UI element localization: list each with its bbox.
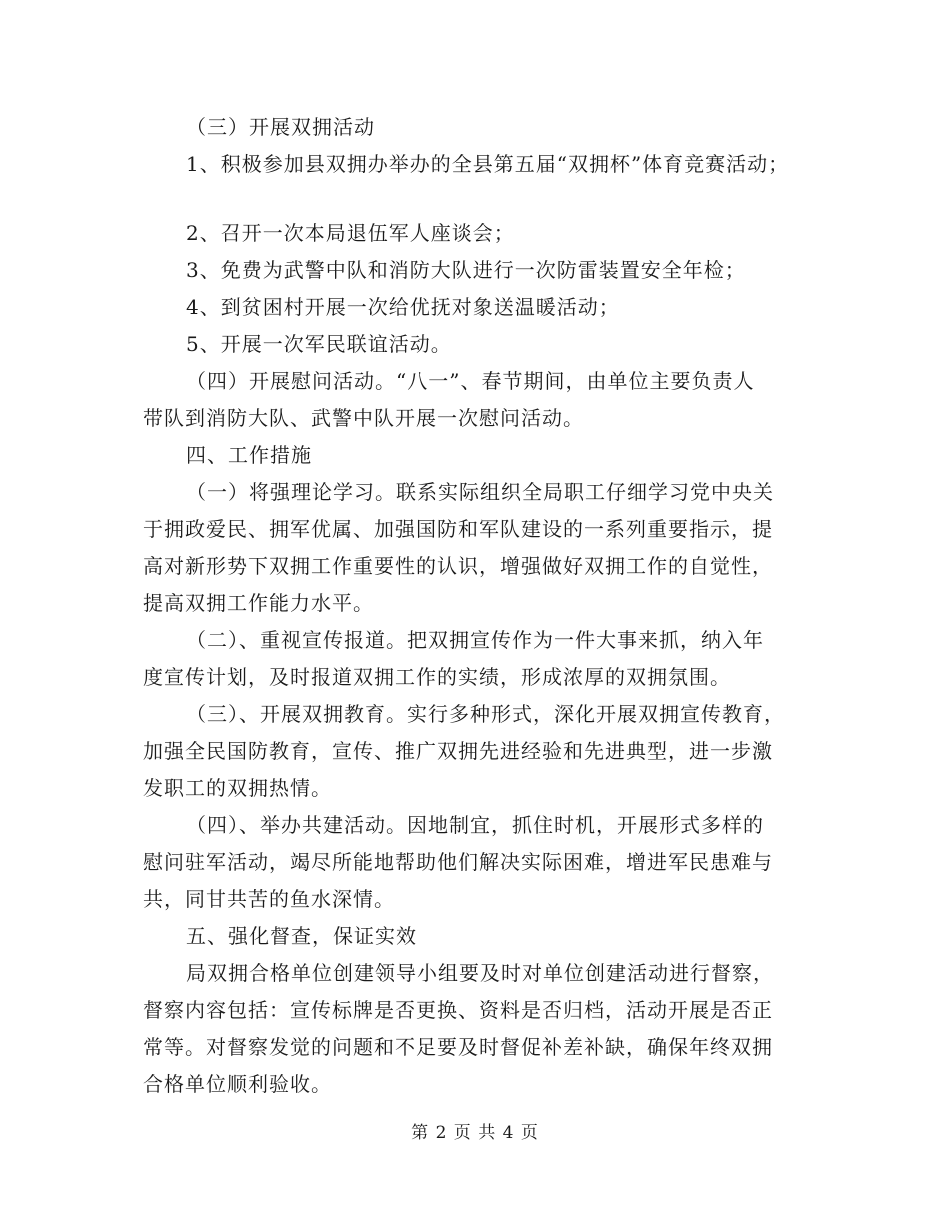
page-footer: 第 2 页 共 4 页 xyxy=(411,1123,539,1143)
text-line: （三）开展双拥活动 xyxy=(186,115,375,139)
text-line: 慰问驻军活动，竭尽所能地帮助他们解决实际困难，增进军民患难与 xyxy=(143,850,773,874)
text-line: 1、积极参加县双拥办举办的全县第五届“双拥杯”体育竞赛活动； xyxy=(186,152,790,176)
text-line: 带队到消防大队、武警中队开展一次慰问活动。 xyxy=(143,406,584,430)
text-line: 发职工的双拥热情。 xyxy=(143,776,332,800)
text-line: （三）、开展双拥教育。实行多种形式，深化开展双拥宣传教育， xyxy=(186,702,785,726)
section-heading: 四、工作措施 xyxy=(186,443,312,467)
text-line: 常等。对督察发觉的问题和不足要及时督促补差补缺，确保年终双拥 xyxy=(143,1035,773,1059)
text-line: （四）、举办共建活动。因地制宜，抓住时机，开展形式多样的 xyxy=(186,813,764,837)
text-line: 4、到贫困村开展一次给优抚对象送温暖活动； xyxy=(186,295,620,319)
text-line: （二）、重视宣传报道。把双拥宣传作为一件大事来抓，纳入年 xyxy=(186,628,764,652)
text-line: 度宣传计划，及时报道双拥工作的实绩，形成浓厚的双拥氛围。 xyxy=(143,665,731,689)
text-line: 3、免费为武警中队和消防大队进行一次防雷装置安全年检； xyxy=(186,258,746,282)
text-line: （四）开展慰问活动。“八一”、春节期间，由单位主要负责人 xyxy=(186,369,755,393)
text-line: 提高双拥工作能力水平。 xyxy=(143,591,374,615)
section-heading: 五、强化督查，保证实效 xyxy=(186,924,417,948)
text-line: 2、召开一次本局退伍军人座谈会； xyxy=(186,221,515,245)
text-line: 合格单位顺利验收。 xyxy=(143,1072,332,1096)
text-line: 局双拥合格单位创建领导小组要及时对单位创建活动进行督察， xyxy=(186,961,774,985)
text-line: 督察内容包括：宣传标牌是否更换、资料是否归档，活动开展是否正 xyxy=(143,998,773,1022)
text-line: 共，同甘共苦的鱼水深情。 xyxy=(143,887,395,911)
text-line: （一）将强理论学习。联系实际组织全局职工仔细学习党中央关 xyxy=(186,480,774,504)
text-line: 加强全民国防教育，宣传、推广双拥先进经验和先进典型，进一步激 xyxy=(143,739,773,763)
text-line: 于拥政爱民、拥军优属、加强国防和军队建设的一系列重要指示，提 xyxy=(143,517,773,541)
text-line: 高对新形势下双拥工作重要性的认识，增强做好双拥工作的自觉性， xyxy=(143,554,773,578)
text-line: 5、开展一次军民联谊活动。 xyxy=(186,332,452,356)
